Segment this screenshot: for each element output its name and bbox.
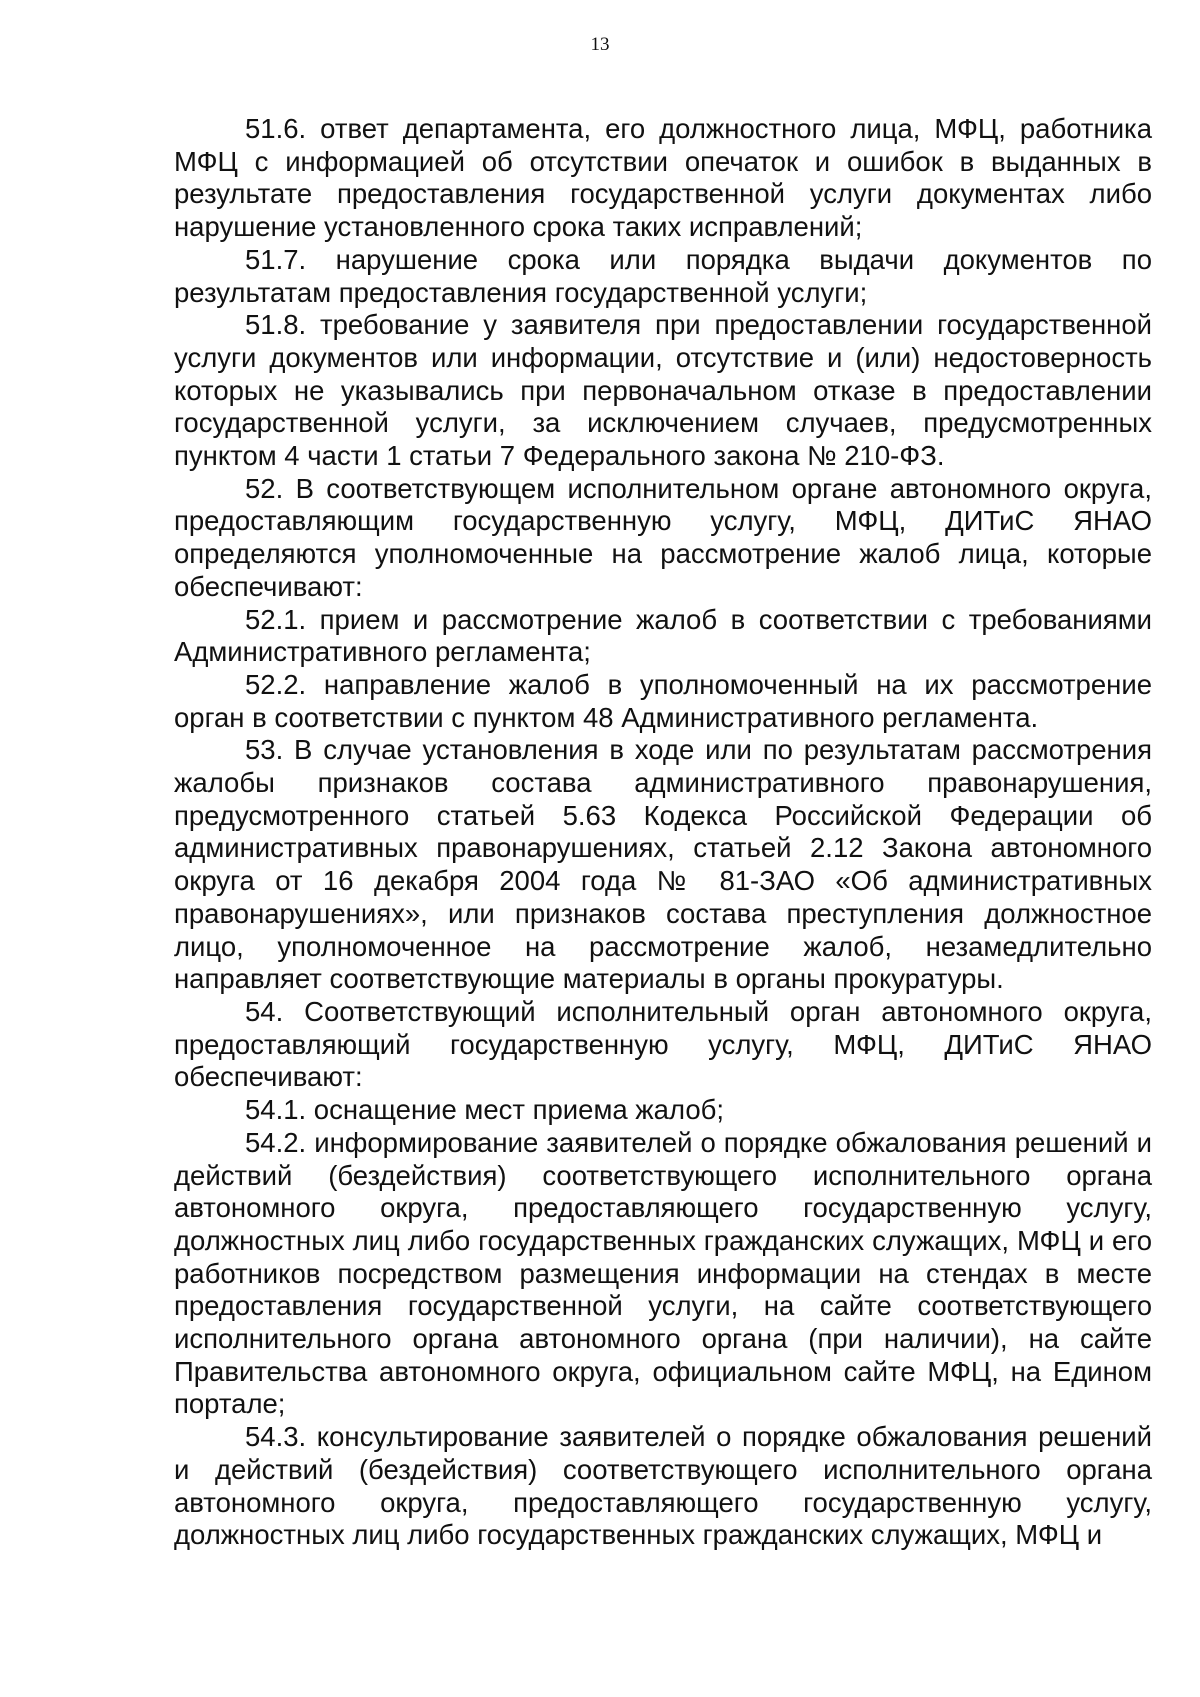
paragraph-54-2: 54.2. информирование заявителей о порядке обжалования решений и действий (бездействия) соответствующего исполнительного органа автономного округа, предоставляющего государственную услугу, должностных лиц либо государственных гражданских служащих, МФЦ и его работников посредством размещения информации на стендах в месте предоставления государственной услуги, на сайте соответствующего исполнительного органа автономного органа (при наличии), на сайте Правительства автономного округа, официальном сайте МФЦ, на Едином портале; [174,1126,1152,1420]
paragraph-51-7: 51.7. нарушение срока или порядка выдачи документов по результатам предоставления государственной услуги; [174,243,1152,308]
paragraph-52: 52. В соответствующем исполнительном органе автономного округа, предоставляющим государственную услугу, МФЦ, ДИТиС ЯНАО определяются уполномоченные на рассмотрение жалоб лица, которые обеспечивают: [174,472,1152,602]
paragraph-54-1: 54.1. оснащение мест приема жалоб; [245,1094,725,1126]
paragraph-52-2: 52.2. направление жалоб в уполномоченный на их рассмотрение орган в соответствии с пунктом 48 Административного регламента. [174,668,1152,733]
paragraph-54: 54. Соответствующий исполнительный орган автономного округа, предоставляющий государственную услугу, МФЦ, ДИТиС ЯНАО обеспечивают: [174,995,1152,1093]
paragraph-52-1: 52.1. прием и рассмотрение жалоб в соответствии с требованиями Административного регламента; [174,603,1152,668]
paragraph-51-8: 51.8. требование у заявителя при предоставлении государственной услуги документов или информации, отсутствие и (или) недостоверность которых не указывались при первоначальном отказе в предоставлении государственной услуги, за исключением случаев, предусмотренных пунктом 4 части 1 статьи 7 Федерального закона № 210-ФЗ. [174,309,1152,472]
paragraph-51-6: 51.6. ответ департамента, его должностного лица, МФЦ, работника МФЦ с информацией об отсутствии опечаток и ошибок в выданных в результате предоставления государственной услуги документах либо нарушение установленного срока таких исправлений; [174,113,1152,243]
paragraph-54-3: 54.3. консультирование заявителей о порядке обжалования решений и действий (бездействия) соответствующего исполнительного органа автономного округа, предоставляющего государственную услугу, должностных лиц либо государственных гражданских служащих, МФЦ и [174,1421,1152,1551]
document-body [174,113,1152,1552]
paragraph-53: 53. В случае установления в ходе или по результатам рассмотрения жалобы признаков состава административного правонарушения, предусмотренного статьей 5.63 Кодекса Российской Федерации об административных правонарушениях, статьей 2.12 Закона автономного округа от 16 декабря 2004 года № 81-ЗАО «Об административных правонарушениях», или признаков состава преступления должностное лицо, уполномоченное на рассмотрение жалоб, незамедлительно направляет соответствующие материалы в органы прокуратуры. [174,734,1152,995]
page-number: 13 [590,34,610,55]
